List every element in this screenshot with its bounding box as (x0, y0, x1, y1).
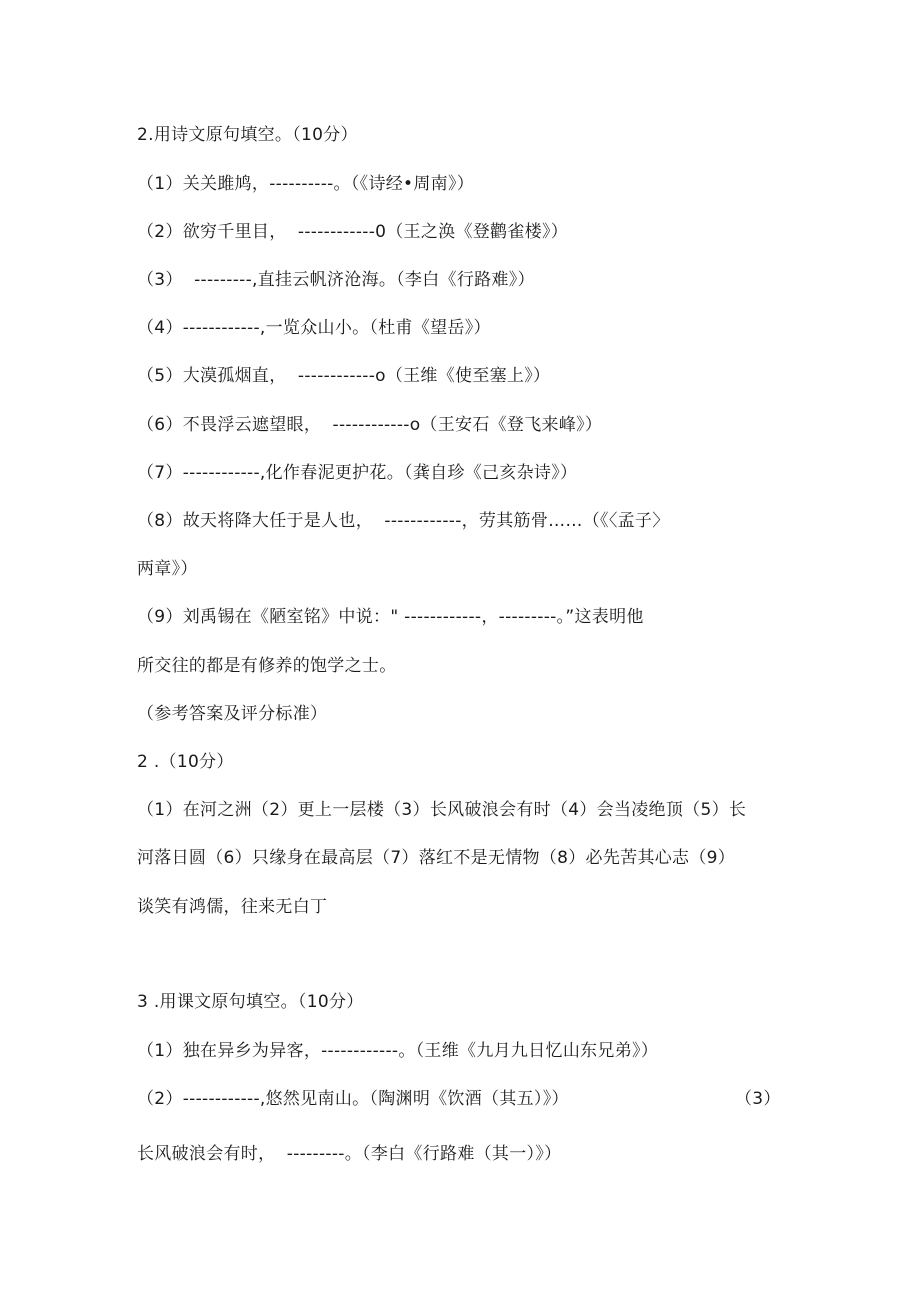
question-2-2: （2）欲穷千里目， ------------0（王之涣《登鹳雀楼》） (137, 222, 569, 242)
section-2-title: 2.用诗文原句填空。（10分） (137, 125, 358, 145)
question-2-8: （8）故天将降大任于是人也， ------------，劳其筋骨……（《〈孟子〉 (137, 511, 670, 531)
question-2-1: （1）关关雎鸠，----------。（《诗经•周南》） (137, 174, 475, 194)
question-2-9: （9）刘禹锡在《陋室铭》中说：" ------------，---------。”这表明他 (137, 607, 644, 627)
section-3-title: 3 .用课文原句填空。（10分） (137, 992, 364, 1012)
answer-line-2: 河落日圆（6）只缘身在最高层（7）落红不是无情物（8）必先苦其心志（9） (137, 848, 736, 868)
answer-title: 2 .（10分） (137, 752, 234, 772)
question-3-3: 长风破浪会有时， ---------。（李白《行路难（其一）》） (137, 1144, 562, 1164)
question-2-3: （3） ---------,直挂云帆济沧海。（李白《行路难》） (137, 270, 535, 290)
answer-line-3: 谈笑有鸿儒，往来无白丁 (137, 897, 328, 917)
question-2-9-continued: 所交往的都是有修养的饱学之士。 (137, 656, 397, 676)
question-2-4: （4）------------,一览众山小。（杜甫《望岳》） (137, 318, 491, 338)
question-2-7: （7）------------,化作春泥更护花。（龚自珍《己亥杂诗》） (137, 463, 578, 483)
question-3-3-number: （3） (735, 1089, 781, 1109)
answer-line-1: （1）在河之洲（2）更上一层楼（3）长风破浪会有时（4）会当凌绝顶（5）长 (137, 800, 747, 820)
question-3-2: （2）------------,悠然见南山。（陶渊明《饮酒（其五）》） (137, 1089, 569, 1109)
answer-heading: （参考答案及评分标准） (137, 704, 328, 724)
question-2-8-continued: 两章》） (137, 559, 198, 579)
question-3-1: （1）独在异乡为异客，------------。（王维《九月九日忆山东兄弟》） (137, 1041, 659, 1061)
question-2-5: （5）大漠孤烟直， ------------o（王维《使至塞上》） (137, 366, 551, 386)
question-2-6: （6）不畏浮云遮望眼， ------------o（王安石《登飞来峰》） (137, 415, 603, 435)
